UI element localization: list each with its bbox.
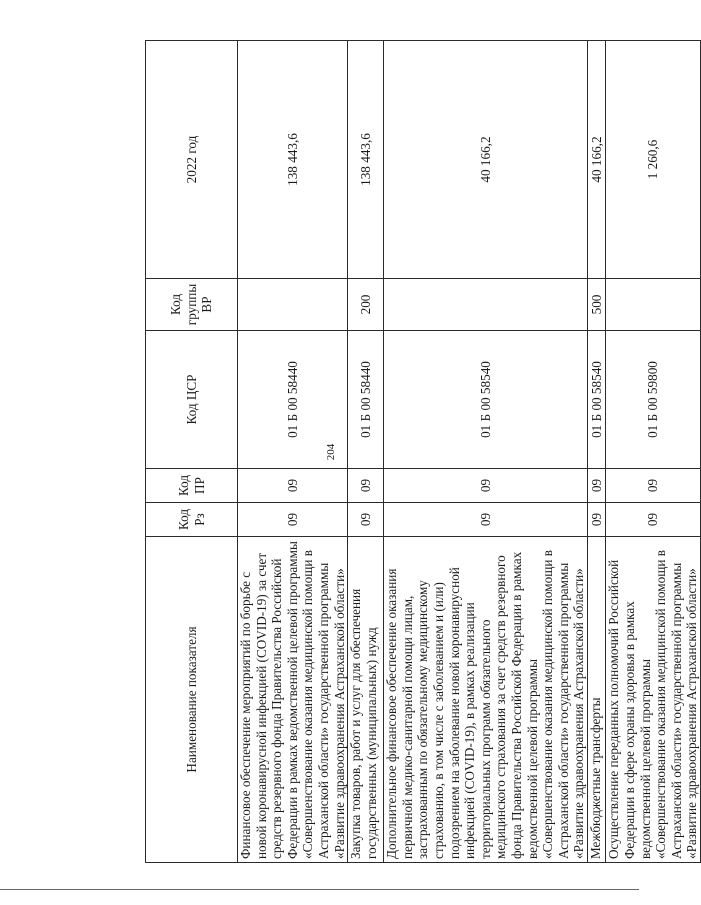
cell-rz: 09 — [384, 503, 588, 537]
cell-pr: 09 — [348, 469, 384, 503]
budget-table — [145, 40, 701, 863]
cell-name: Закупка товаров, работ и услуг для обеспечения государственных (муниципальных) нужд — [348, 537, 384, 863]
cell-csr: 01 Б 00 58440 — [348, 331, 384, 469]
cell-csr: 01 Б 00 58440 — [238, 331, 348, 469]
cell-year: 138 443,6 — [348, 41, 384, 279]
cell-year: 40 166,2 — [587, 41, 606, 279]
cell-vr — [238, 279, 348, 331]
header-name: Наименование показателя — [146, 537, 238, 863]
cell-pr: 09 — [384, 469, 588, 503]
table-header-row — [146, 41, 238, 863]
table-row — [384, 41, 588, 863]
header-rz: Код Рз — [146, 503, 238, 537]
cell-vr: 200 — [348, 279, 384, 331]
cell-year: 40 166,2 — [384, 41, 588, 279]
cell-pr: 09 — [606, 469, 701, 503]
page-number: 204 — [325, 443, 337, 461]
table-row — [587, 41, 606, 863]
cell-pr: 09 — [238, 469, 348, 503]
cell-vr — [384, 279, 588, 331]
table-row — [238, 41, 348, 863]
cell-name: Дополнительное финансовое обеспечение оказания первичной медико-санитарной помощи лицам, застрахованным по обязательному медицинскому страхованию, в том числе с заболеванием и (или) подозрением на заболевание новой коронавирусной инфекцией (COVID-19), в рамках реализации территориальных программ обязательного медицинского страхования за счет средств резервного фонда Правительства Российской Федерации в рамках ведомственной целевой программы «Совершенствование оказания медицинской помощи в Астраханской области» государственной программы «Развитие здравоохранения Астраханской области» — [384, 537, 588, 863]
cell-name: Осуществление переданных полномочий Российской Федерации в сфере охраны здоровья в рамках ведомственной целевой программы «Совершенствование оказания медицинской помощи в Астраханской области» государственной программы «Развитие здравоохранения Астраханской области» — [606, 537, 701, 863]
cell-csr: 01 Б 00 58540 — [384, 331, 588, 469]
header-year: 2022 год — [146, 41, 238, 279]
cell-name: Финансовое обеспечение мероприятий по борьбе с новой коронавирусной инфекцией (COVID-19) за счет средств резервного фонда Правительства Российской Федерации в рамках ведомственной целевой программы «Совершенствование оказания медицинской помощи в Астраханской области» государственной программы «Развитие здравоохранения Астраханской области» — [238, 537, 348, 863]
header-csr: Код ЦСР — [146, 331, 238, 469]
cell-rz: 09 — [238, 503, 348, 537]
cell-rz: 09 — [606, 503, 701, 537]
cell-rz: 09 — [587, 503, 606, 537]
table-row — [606, 41, 701, 863]
cell-csr: 01 Б 00 59800 — [606, 331, 701, 469]
cell-pr: 09 — [587, 469, 606, 503]
cell-vr — [606, 279, 701, 331]
header-pr: Код ПР — [146, 469, 238, 503]
rotated-table-container — [145, 41, 700, 863]
cell-year: 138 443,6 — [238, 41, 348, 279]
table-row — [348, 41, 384, 863]
cell-year: 1 260,6 — [606, 41, 701, 279]
cell-rz: 09 — [348, 503, 384, 537]
cell-name: Межбюджетные трансферты — [587, 537, 606, 863]
cell-csr: 01 Б 00 58540 — [587, 331, 606, 469]
header-vr: Код группы ВР — [146, 279, 238, 331]
cell-vr: 500 — [587, 279, 606, 331]
page-bottom-rule — [0, 889, 639, 890]
